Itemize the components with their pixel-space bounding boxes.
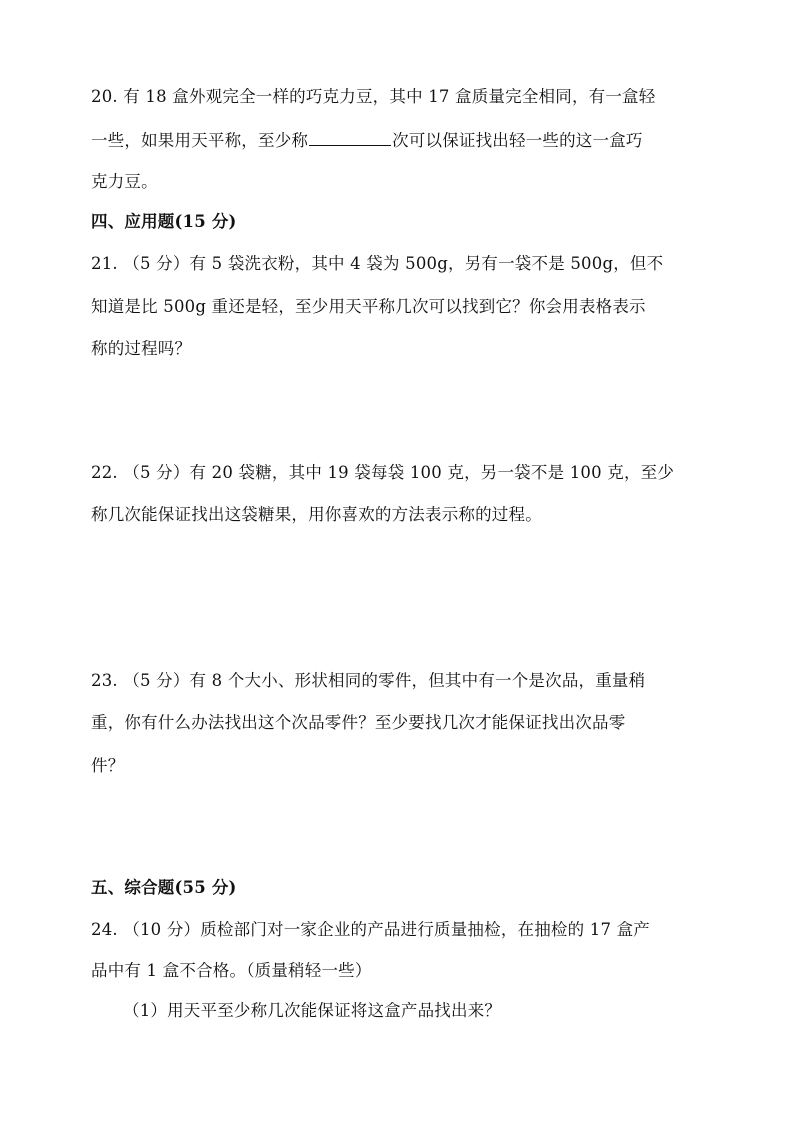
question-23-line-2: 重，你有什么办法找出这个次品零件？至少要找几次才能保证找出次品零 (91, 713, 626, 732)
question-22-line-1: 22. （5 分）有 20 袋糖，其中 19 袋每袋 100 克，另一袋不是 100 克，至少 (91, 463, 675, 482)
question-20-line-2 (91, 129, 643, 152)
question-24-subquestion-1: （1）用天平至少称几次能保证将这盒产品找出来？ (123, 1001, 502, 1020)
question-21-line-2: 知道是比 500g 重还是轻，至少用天平称几次可以找到它？你会用表格表示 (91, 297, 646, 316)
section-5-heading: 五、综合题(55 分) (91, 878, 237, 897)
question-23-line-1: 23. （5 分）有 8 个大小、形状相同的零件，但其中有一个是次品，重量稍 (91, 671, 646, 690)
question-20-line-3: 克力豆。 (91, 172, 158, 191)
question-24-line-2: 品中有 1 盒不合格。（质量稍轻一些） (91, 961, 372, 980)
answer-blank[interactable] (309, 129, 391, 146)
question-23-line-3: 件？ (91, 756, 125, 775)
section-4-heading: 四、应用题(15 分) (91, 212, 237, 231)
question-21-line-3: 称的过程吗？ (91, 339, 192, 358)
question-20-text-before-blank: 一些，如果用天平称，至少称 (91, 131, 309, 150)
question-21-line-1: 21. （5 分）有 5 袋洗衣粉，其中 4 袋为 500g，另有一袋不是 500g，但不 (91, 254, 664, 273)
question-22-line-2: 称几次能保证找出这袋糖果，用你喜欢的方法表示称的过程。 (91, 505, 542, 524)
question-24-line-1: 24. （10 分）质检部门对一家企业的产品进行质量抽检，在抽检的 17 盒产 (91, 920, 651, 939)
question-20-line-1: 20. 有 18 盒外观完全一样的巧克力豆，其中 17 盒质量完全相同，有一盒轻 (91, 87, 656, 106)
question-20-text-after-blank: 次可以保证找出轻一些的这一盒巧 (392, 131, 643, 150)
